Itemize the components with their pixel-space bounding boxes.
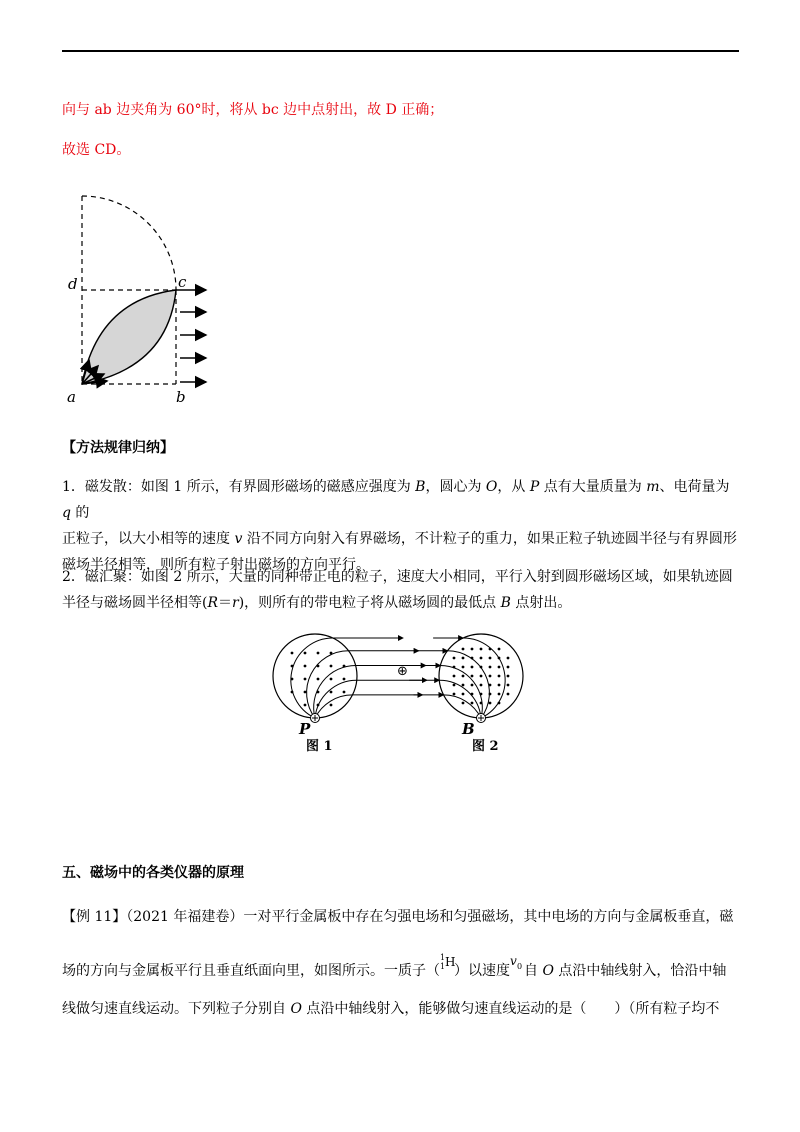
field-dot: [330, 665, 333, 668]
figure-2: [409, 634, 523, 754]
field-dot: [462, 693, 465, 696]
field-dot: [304, 704, 307, 707]
field-dot: [480, 693, 483, 696]
method-item-1: 1．磁发散：如图 1 所示，有界圆形磁场的磁感应强度为 B，圆心为 O，从 P 点有大量质量为 m、电荷量为 q 的 正粒子，以大小相等的速度 v 沿不同方向射入有界磁场，不计粒子的重力，如果正粒子轨迹圆半径与有界圆形 磁场半径相等，则所有粒子射出磁场的方向平行。: [62, 479, 737, 573]
trajectory-arc: [291, 638, 333, 718]
field-dot: [291, 665, 294, 668]
field-dot: [317, 665, 320, 668]
trajectory-arc: [314, 666, 356, 719]
fig2-exit-point: [477, 714, 486, 723]
field-dot: [471, 648, 474, 651]
field-dot: [471, 684, 474, 687]
field-dot: [489, 657, 492, 660]
velocity-arrow-1: [82, 360, 89, 384]
answer-line-2: 故选 CD。: [62, 142, 131, 158]
trajectory-arc: [463, 638, 505, 718]
field-dot: [343, 691, 346, 694]
field-dot: [480, 675, 483, 678]
field-dot: [480, 657, 483, 660]
fig2-field-circle: [439, 634, 523, 718]
field-dot: [462, 684, 465, 687]
field-dot: [304, 665, 307, 668]
field-dot: [330, 652, 333, 655]
section5-heading: 五、磁场中的各类仪器的原理: [62, 865, 244, 881]
field-dot: [471, 657, 474, 660]
answer-line-1: 向与 ab 边夹角为 60°时，将从 bc 边中点射出，故 D 正确；: [62, 102, 444, 118]
velocity-arrow-4: [82, 381, 107, 384]
field-dot: [462, 666, 465, 669]
field-dot: [471, 702, 474, 705]
field-dot: [330, 678, 333, 681]
fig1-caption: 图 1: [306, 739, 333, 754]
nuclide-symbol: 1 1 H: [440, 953, 456, 971]
field-dot: [453, 657, 456, 660]
label-a: a: [67, 388, 76, 406]
trajectory-arc: [315, 680, 357, 718]
field-dot: [304, 652, 307, 655]
example-11-line-2: 场的方向与金属板平行且垂直纸面向里，如图所示。一质子（ 1 1 H ）以速度 v 0 自 O 点沿中轴线射入，恰沿中轴: [62, 958, 742, 984]
header-rule: [62, 50, 739, 52]
fig2-point-label: B: [462, 720, 475, 738]
field-dot: [489, 648, 492, 651]
field-dot: [471, 693, 474, 696]
field-dot: [317, 691, 320, 694]
field-dot: [507, 657, 510, 660]
field-dot: [498, 675, 501, 678]
shaded-lens: [82, 290, 176, 384]
field-dot: [343, 678, 346, 681]
field-dot: [462, 657, 465, 660]
trajectory-arc: [440, 666, 482, 719]
field-dot: [453, 684, 456, 687]
field-dot: [462, 702, 465, 705]
velocity-arrow-2: [82, 366, 98, 384]
field-dot: [480, 684, 483, 687]
trajectory-arc: [447, 651, 489, 718]
label-d: d: [68, 275, 78, 293]
field-dot: [498, 666, 501, 669]
field-dot: [317, 678, 320, 681]
field-dot: [507, 666, 510, 669]
field-dot: [498, 693, 501, 696]
field-dot: [498, 648, 501, 651]
field-dot: [453, 666, 456, 669]
field-dot: [507, 693, 510, 696]
field-dot: [462, 675, 465, 678]
field-dot: [462, 648, 465, 651]
field-dot: [471, 675, 474, 678]
method-item-2: 2．磁汇聚：如图 2 所示，大量的同种带正电的粒子，速度大小相同，平行入射到圆形磁场区域，如果轨迹圆 半径与磁场圆半径相等(R＝r)，则所有的带电粒子将从磁场圆的最低点 B 点射出。: [62, 569, 733, 611]
field-dot: [480, 666, 483, 669]
field-dot: [507, 684, 510, 687]
field-dot: [480, 648, 483, 651]
field-dot: [480, 702, 483, 705]
field-dot: [304, 678, 307, 681]
label-b: b: [176, 388, 186, 406]
field-dot: [489, 702, 492, 705]
velocity-arrow-3: [82, 374, 104, 384]
dashed-semicircle: [82, 196, 176, 290]
method-heading: 【方法规律归纳】: [62, 440, 174, 456]
trajectory-arc: [443, 695, 481, 718]
field-dot: [317, 652, 320, 655]
label-c: c: [178, 273, 187, 291]
field-dot: [498, 684, 501, 687]
field-dot: [489, 693, 492, 696]
field-dot: [498, 657, 501, 660]
example-11-line-3: 线做匀速直线运动。下列粒子分别自 O 点沿中轴线射入，能够做匀速直线运动的是（ ）（所有粒子均不: [62, 1001, 720, 1017]
fig1-point-label: P: [299, 720, 311, 738]
field-dot: [330, 691, 333, 694]
velocity-v0: v 0: [510, 954, 523, 971]
field-dot: [489, 684, 492, 687]
trajectory-arc: [315, 695, 353, 718]
positive-charge-icon: ⊕: [397, 664, 408, 679]
field-dot: [330, 704, 333, 707]
example-11-line-1: 【例 11】（2021 年福建卷）一对平行金属板中存在匀强电场和匀强磁场，其中电场的方向与金属板垂直，磁: [62, 909, 734, 925]
field-dot: [507, 675, 510, 678]
fig1-field-circle: [273, 634, 357, 718]
field-dot: [343, 665, 346, 668]
field-dot: [471, 666, 474, 669]
figure-1: [273, 634, 427, 754]
field-dot: [489, 675, 492, 678]
field-dot: [489, 666, 492, 669]
trajectory-arc: [439, 680, 481, 718]
fig2-caption: 图 2: [472, 739, 499, 754]
field-dot: [498, 702, 501, 705]
field-dot: [291, 652, 294, 655]
field-dot: [317, 704, 320, 707]
field-dot: [304, 691, 307, 694]
trajectory-arc: [307, 651, 349, 718]
field-dot: [453, 675, 456, 678]
field-dot: [291, 691, 294, 694]
field-dot: [291, 678, 294, 681]
field-dot: [453, 693, 456, 696]
fig1-source-point: [311, 714, 320, 723]
